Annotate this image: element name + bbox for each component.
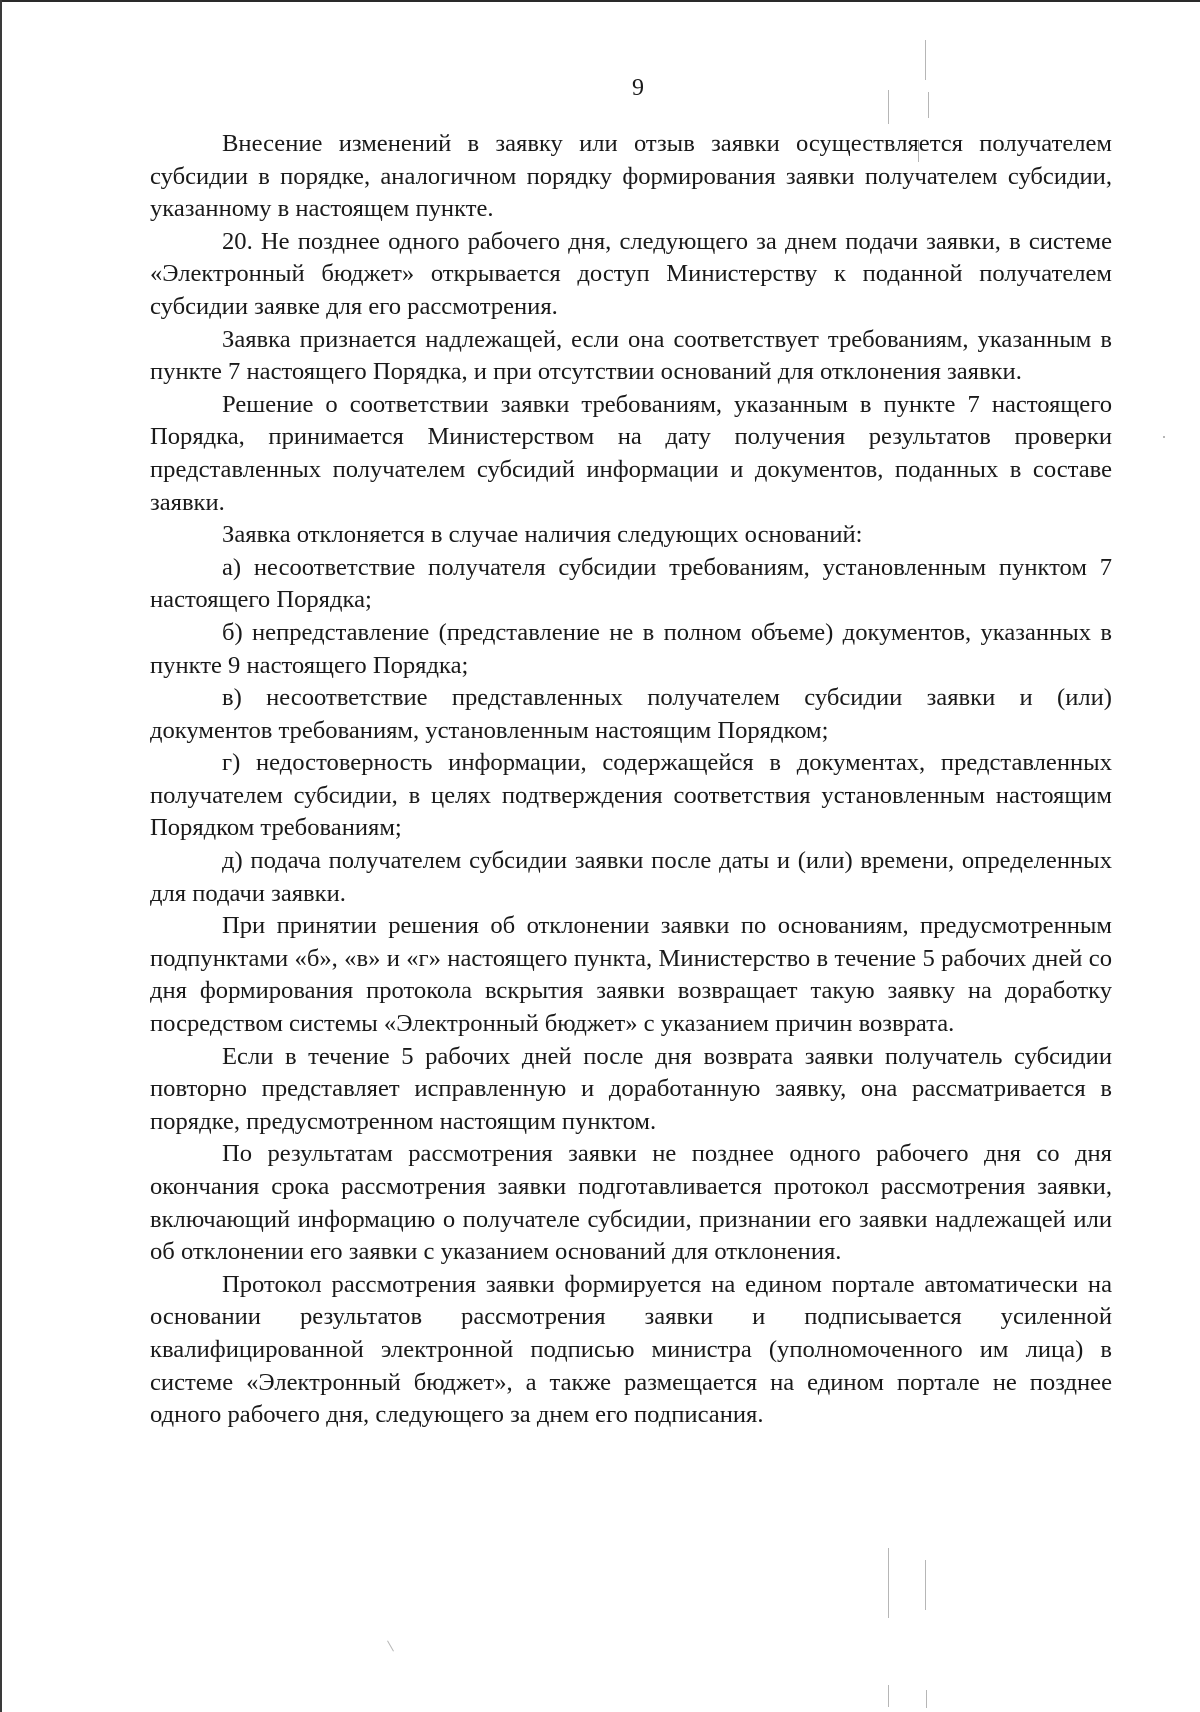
scan-artifact [387, 1641, 394, 1652]
list-item: б) непредставление (представление не в полном объеме) документов, указанных в пункте 9 настоящего Порядка; [150, 618, 1112, 679]
list-item: д) подача получателем субсидии заявки после даты и (или) времени, определенных для подачи заявки. [150, 847, 1112, 907]
paragraph: Заявка признается надлежащей, если она соответствует требованиям, указанным в пункте 7 настоящего Порядка, и при отсутствии оснований для отклонения заявки. [150, 325, 1112, 386]
paragraph: По результатам рассмотрения заявки не позднее одного рабочего дня со дня окончания срока рассмотрения заявки подготавливается протокол рассмотрения заявки, включающий информацию о получателе субсидии, признании его заявки надлежащей или об отклонении его заявки с указанием оснований для отклонения. [150, 1140, 1112, 1266]
list-item: в) несоответствие представленных получателем субсидии заявки и (или) документов требованиям, установленным настоящим Порядком; [150, 684, 1112, 744]
page-number: 9 [632, 75, 644, 101]
scan-artifact [888, 1685, 889, 1707]
paragraph: Внесение изменений в заявку или отзыв заявки осуществляется получателем субсидии в порядке, аналогичном порядку формирования заявки получателем субсидии, указанному в настоящем пункте. [150, 130, 1112, 223]
paragraph: При принятии решения об отклонении заявки по основаниям, предусмотренным подпунктами «б», «в» и «г» настоящего пункта, Министерство в течение 5 рабочих дней со дня формирования протокола вскрытия заявки возвращает такую заявку на доработку посредством системы «Электронный бюджет» с указанием причин возврата. [150, 912, 1112, 1038]
paragraph: Заявка отклоняется в случае наличия следующих оснований: [222, 521, 863, 549]
scan-artifact [925, 40, 926, 80]
scan-artifact [925, 1560, 926, 1610]
paragraph: Решение о соответствии заявки требованиям, указанным в пункте 7 настоящего Порядка, принимается Министерством на дату получения результатов проверки представленных получателем субсидий информации и документов, поданных в составе заявки. [150, 390, 1112, 516]
scan-border-left [0, 0, 2, 1712]
scan-artifact [888, 1548, 889, 1618]
scan-artifact [926, 1690, 927, 1708]
list-item: а) несоответствие получателя субсидии требованиям, установленным пунктом 7 настоящего Порядка; [150, 553, 1112, 614]
scan-border-top [0, 0, 1200, 2]
scan-artifact [1163, 436, 1165, 438]
list-item: г) недостоверность информации, содержащейся в документах, представленных получателем субсидии, в целях подтверждения соответствия установленным настоящим Порядком требованиям; [150, 749, 1112, 842]
paragraph: Если в течение 5 рабочих дней после дня возврата заявки получатель субсидии повторно представляет исправленную и доработанную заявку, она рассматривается в порядке, предусмотренном настоящим пунктом. [150, 1042, 1112, 1135]
document-body [150, 128, 1112, 1432]
paragraph: Протокол рассмотрения заявки формируется на едином портале автоматически на основании результатов рассмотрения заявки и подписывается усиленной квалифицированной электронной подписью министра (уполномоченного им лица) в системе «Электронный бюджет», а также размещается на едином портале не позднее одного рабочего дня, следующего за днем его подписания. [150, 1270, 1112, 1429]
paragraph: 20. Не позднее одного рабочего дня, следующего за днем подачи заявки, в системе «Электронный бюджет» открывается доступ Министерству к поданной получателем субсидии заявке для его рассмотрения. [150, 227, 1112, 320]
